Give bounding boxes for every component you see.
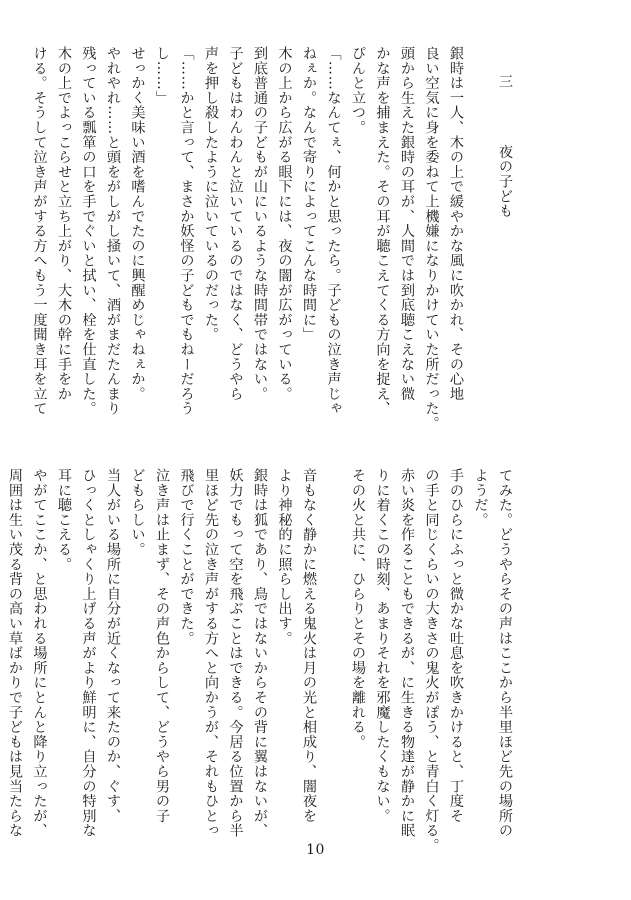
text-line: ひっくとしゃくり上げる声がより鮮明に、自分の特別な	[80, 468, 97, 838]
text-line: 声を押し殺したように泣いているのだった。	[203, 46, 219, 342]
text-line: 良い空気に身を委ねて上機嫌になりかけていた所だった。	[423, 46, 440, 431]
text-line: 当人がいる場所に自分が近くなって来たのか、ぐす、	[105, 468, 121, 824]
text-line: 妖力でもって空を飛ぶことはできる。今居る位置から半	[227, 468, 244, 838]
text-line: 銀時は一人、木の上で緩やかな風に吹かれ、その心地	[448, 46, 464, 402]
text-line: 銀時は狐であり、鳥ではないからその背に翼はないが、	[252, 468, 268, 838]
text-line: より神秘的に照らし出す。	[276, 468, 293, 646]
text-line: 音もなく静かに燃える鬼火は月の光と相成り、闇夜を	[301, 468, 317, 824]
text-line: 里ほど先の泣き声がする方へと向かうが、それもひとっ	[203, 468, 219, 838]
text-line: ねぇか。なんで寄りによってこんな時間に」	[301, 46, 317, 342]
text-line: し……」	[154, 46, 170, 106]
text-line: 周囲は生い茂る背の高い草ばかりで子どもは見当たらな	[7, 468, 23, 838]
text-line: 到底普通の子どもが山にいるような時間帯ではない。	[252, 46, 268, 402]
text-line: 「……かと言って、まさか妖怪の子どもでもねーだろう	[178, 46, 195, 416]
text-line: 手のひらにふっと微かな吐息を吹きかけると、丁度そ	[448, 468, 464, 824]
text-line: 木の上から広がる眼下には、夜の闇が広がっている。	[276, 46, 293, 402]
text-line: 耳に聴こえる。	[56, 468, 72, 572]
text-line: どもらしい。	[129, 468, 146, 557]
text-line: ける。そうして泣き声がする方へもう一度聞き耳を立て	[31, 46, 48, 416]
text-line: 残っている瓢箪の口を手でぐいと拭い、栓を仕直した。	[80, 46, 97, 416]
heading-spacer	[468, 46, 493, 434]
blank-line	[321, 468, 346, 828]
page-number: 10	[306, 842, 325, 858]
text-line: 「……なんてぇ、何かと思ったら。子どもの泣き声じゃ	[325, 46, 342, 416]
text-line: りに着くこの時刻、あまりそれを邪魔したくもない。	[374, 468, 391, 824]
text-line: 赤い炎を作ることもできるが、に生きる物達が静かに眠	[399, 468, 415, 838]
text-line: の手と同じくらいの大きさの鬼火がぽう、と青白く灯る。	[423, 468, 440, 853]
text-line: やがてここか、と思われる場所にとんと降り立ったが、	[31, 468, 48, 838]
text-line: やれやれ……と頭をがしがし掻いて、酒がまだたんまり	[105, 46, 121, 416]
text-line: ぴんと立つ。	[350, 46, 366, 135]
upper-text-block	[31, 46, 517, 434]
text-line: ようだ。	[472, 468, 489, 528]
text-line: 泣き声は止まず、その声色からして、どうやら男の子	[154, 468, 170, 824]
chapter-heading	[493, 46, 518, 434]
text-line: 飛びで行くことができた。	[178, 468, 195, 646]
chapter-number: 三	[497, 74, 513, 89]
text-line: てみた。どうやらその声はここから半里ほど先の場所の	[497, 468, 513, 838]
text-line: かな声を捕まえた。その耳が聴こえてくる方向を捉え、	[374, 46, 391, 416]
text-line: 木の上でよっこらせと立ち上がり、大木の幹に手をか	[56, 46, 72, 402]
text-line: 子どもはわんわんと泣いているのではなく、どうやら	[227, 46, 244, 402]
text-line: せっかく美味い酒を嗜んでたのに興醒めじゃねぇか。	[129, 46, 146, 402]
text-line: 頭から生えた銀時の耳が、人間では到底聴こえない微	[399, 46, 415, 402]
text-line: その火と共に、ひらりとその場を離れる。	[350, 468, 366, 750]
chapter-title: 夜の子ども	[497, 144, 513, 219]
